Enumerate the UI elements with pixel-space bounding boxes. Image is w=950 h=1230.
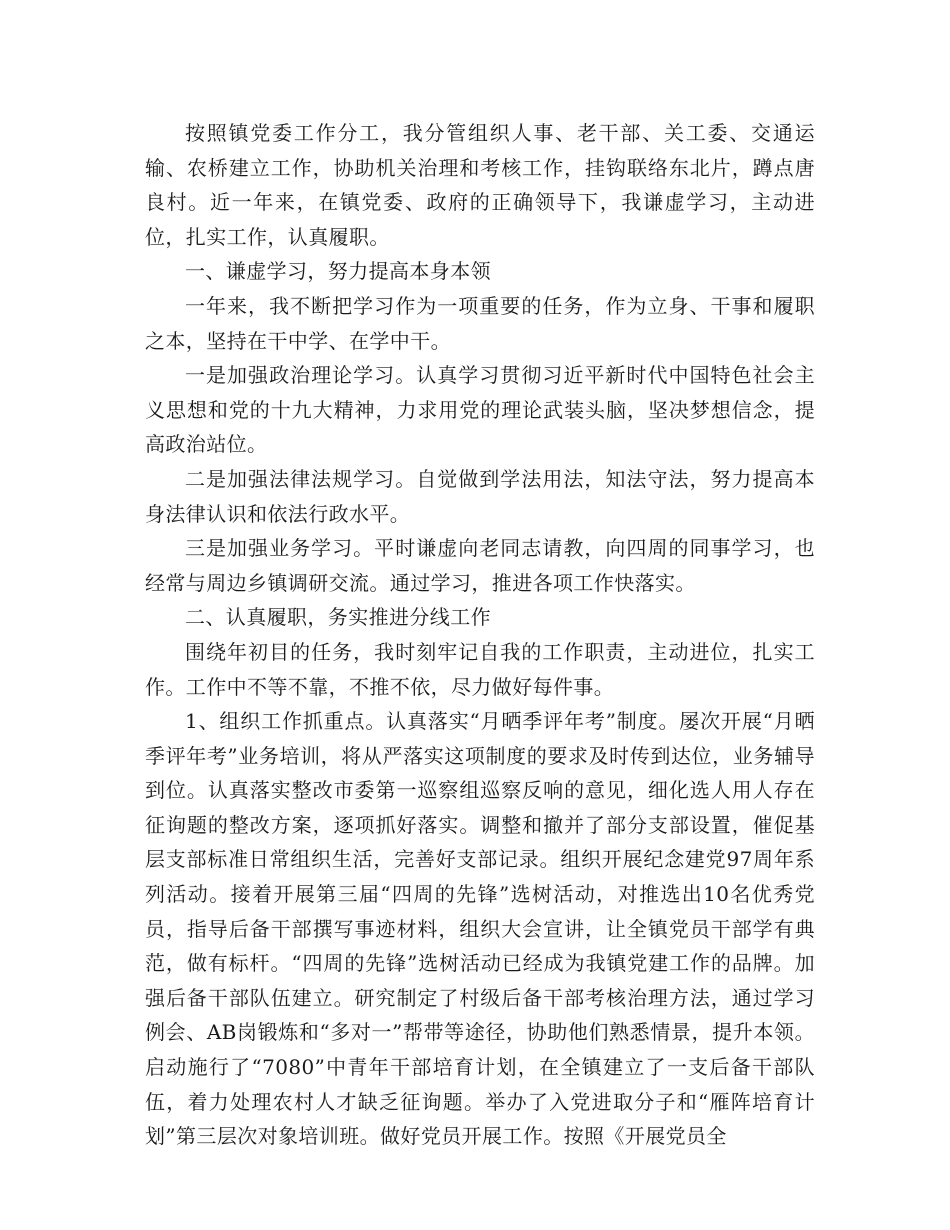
section-heading-1: 一、谦虚学习，努力提高本身本领 [185, 259, 491, 284]
study-overview-paragraph: 一年来，我不断把学习作为一项重要的任务，作为立身、干事和履职之本，坚持在干中学、在学中干。 [145, 293, 815, 353]
business-study-paragraph: 三是加强业务学习。平时谦虚向老同志请教，向四周的同事学习，也经常与周边乡镇调研交流。通过学习，推进各项工作快落实。 [145, 536, 815, 595]
legal-study-paragraph: 二是加强法律法规学习。自觉做到学法用法，知法守法，努力提高本身法律认识和依法行政水平。 [145, 466, 815, 526]
section-heading-2: 二、认真履职，务实推进分线工作 [185, 605, 491, 630]
duty-overview-paragraph: 围绕年初目的任务，我时刻牢记自我的工作职责，主动进位，扎实工作。工作中不等不靠，不推不依，尽力做好每件事。 [145, 639, 815, 699]
document-page [145, 116, 815, 1154]
political-study-paragraph: 一是加强政治理论学习。认真学习贯彻习近平新时代中国特色社会主义思想和党的十九大精神，力求用党的理论武装头脑，坚决梦想信念，提高政治站位。 [145, 363, 815, 457]
intro-paragraph: 按照镇党委工作分工，我分管组织人事、老干部、关工委、交通运输、农桥建立工作，协助机关治理和考核工作，挂钩联络东北片，蹲点唐良村。近一年来，在镇党委、政府的正确领导下，我谦虚学习，主动进位，扎实工作，认真履职。 [145, 121, 815, 249]
organization-work-paragraph: 1、组织工作抓重点。认真落实“月晒季评年考”制度。屡次开展“月晒季评年考”业务培训，将从严落实这项制度的要求及时传到达位，业务辅导到位。认真落实整改市委第一巡察组巡察反响的意见，细化选人用人存在征询题的整改方案，逐项抓好落实。调整和撤并了部分支部设置，催促基层支部标准日常组织生活，完善好支部记录。组织开展纪念建党97周年系列活动。接着开展第三届“四周的先锋”选树活动，对推选出10名优秀党员，指导后备干部撰写事迹材料，组织大会宣讲，让全镇党员干部学有典范，做有标杆。“四周的先锋”选树活动已经成为我镇党建工作的品牌。加强后备干部队伍建立。研究制定了村级后备干部考核治理方法，通过学习例会、AB岗锻炼和“多对一”帮带等途径，协助他们熟悉情景，提升本领。启动施行了“7080”中青年干部培育计划，在全镇建立了一支后备干部队伍，着力处理农村人才缺乏征询题。举办了入党进取分子和“雁阵培育计划”第三层次对象培训班。做好党员开展工作。按照《开展党员全 [145, 709, 815, 1149]
